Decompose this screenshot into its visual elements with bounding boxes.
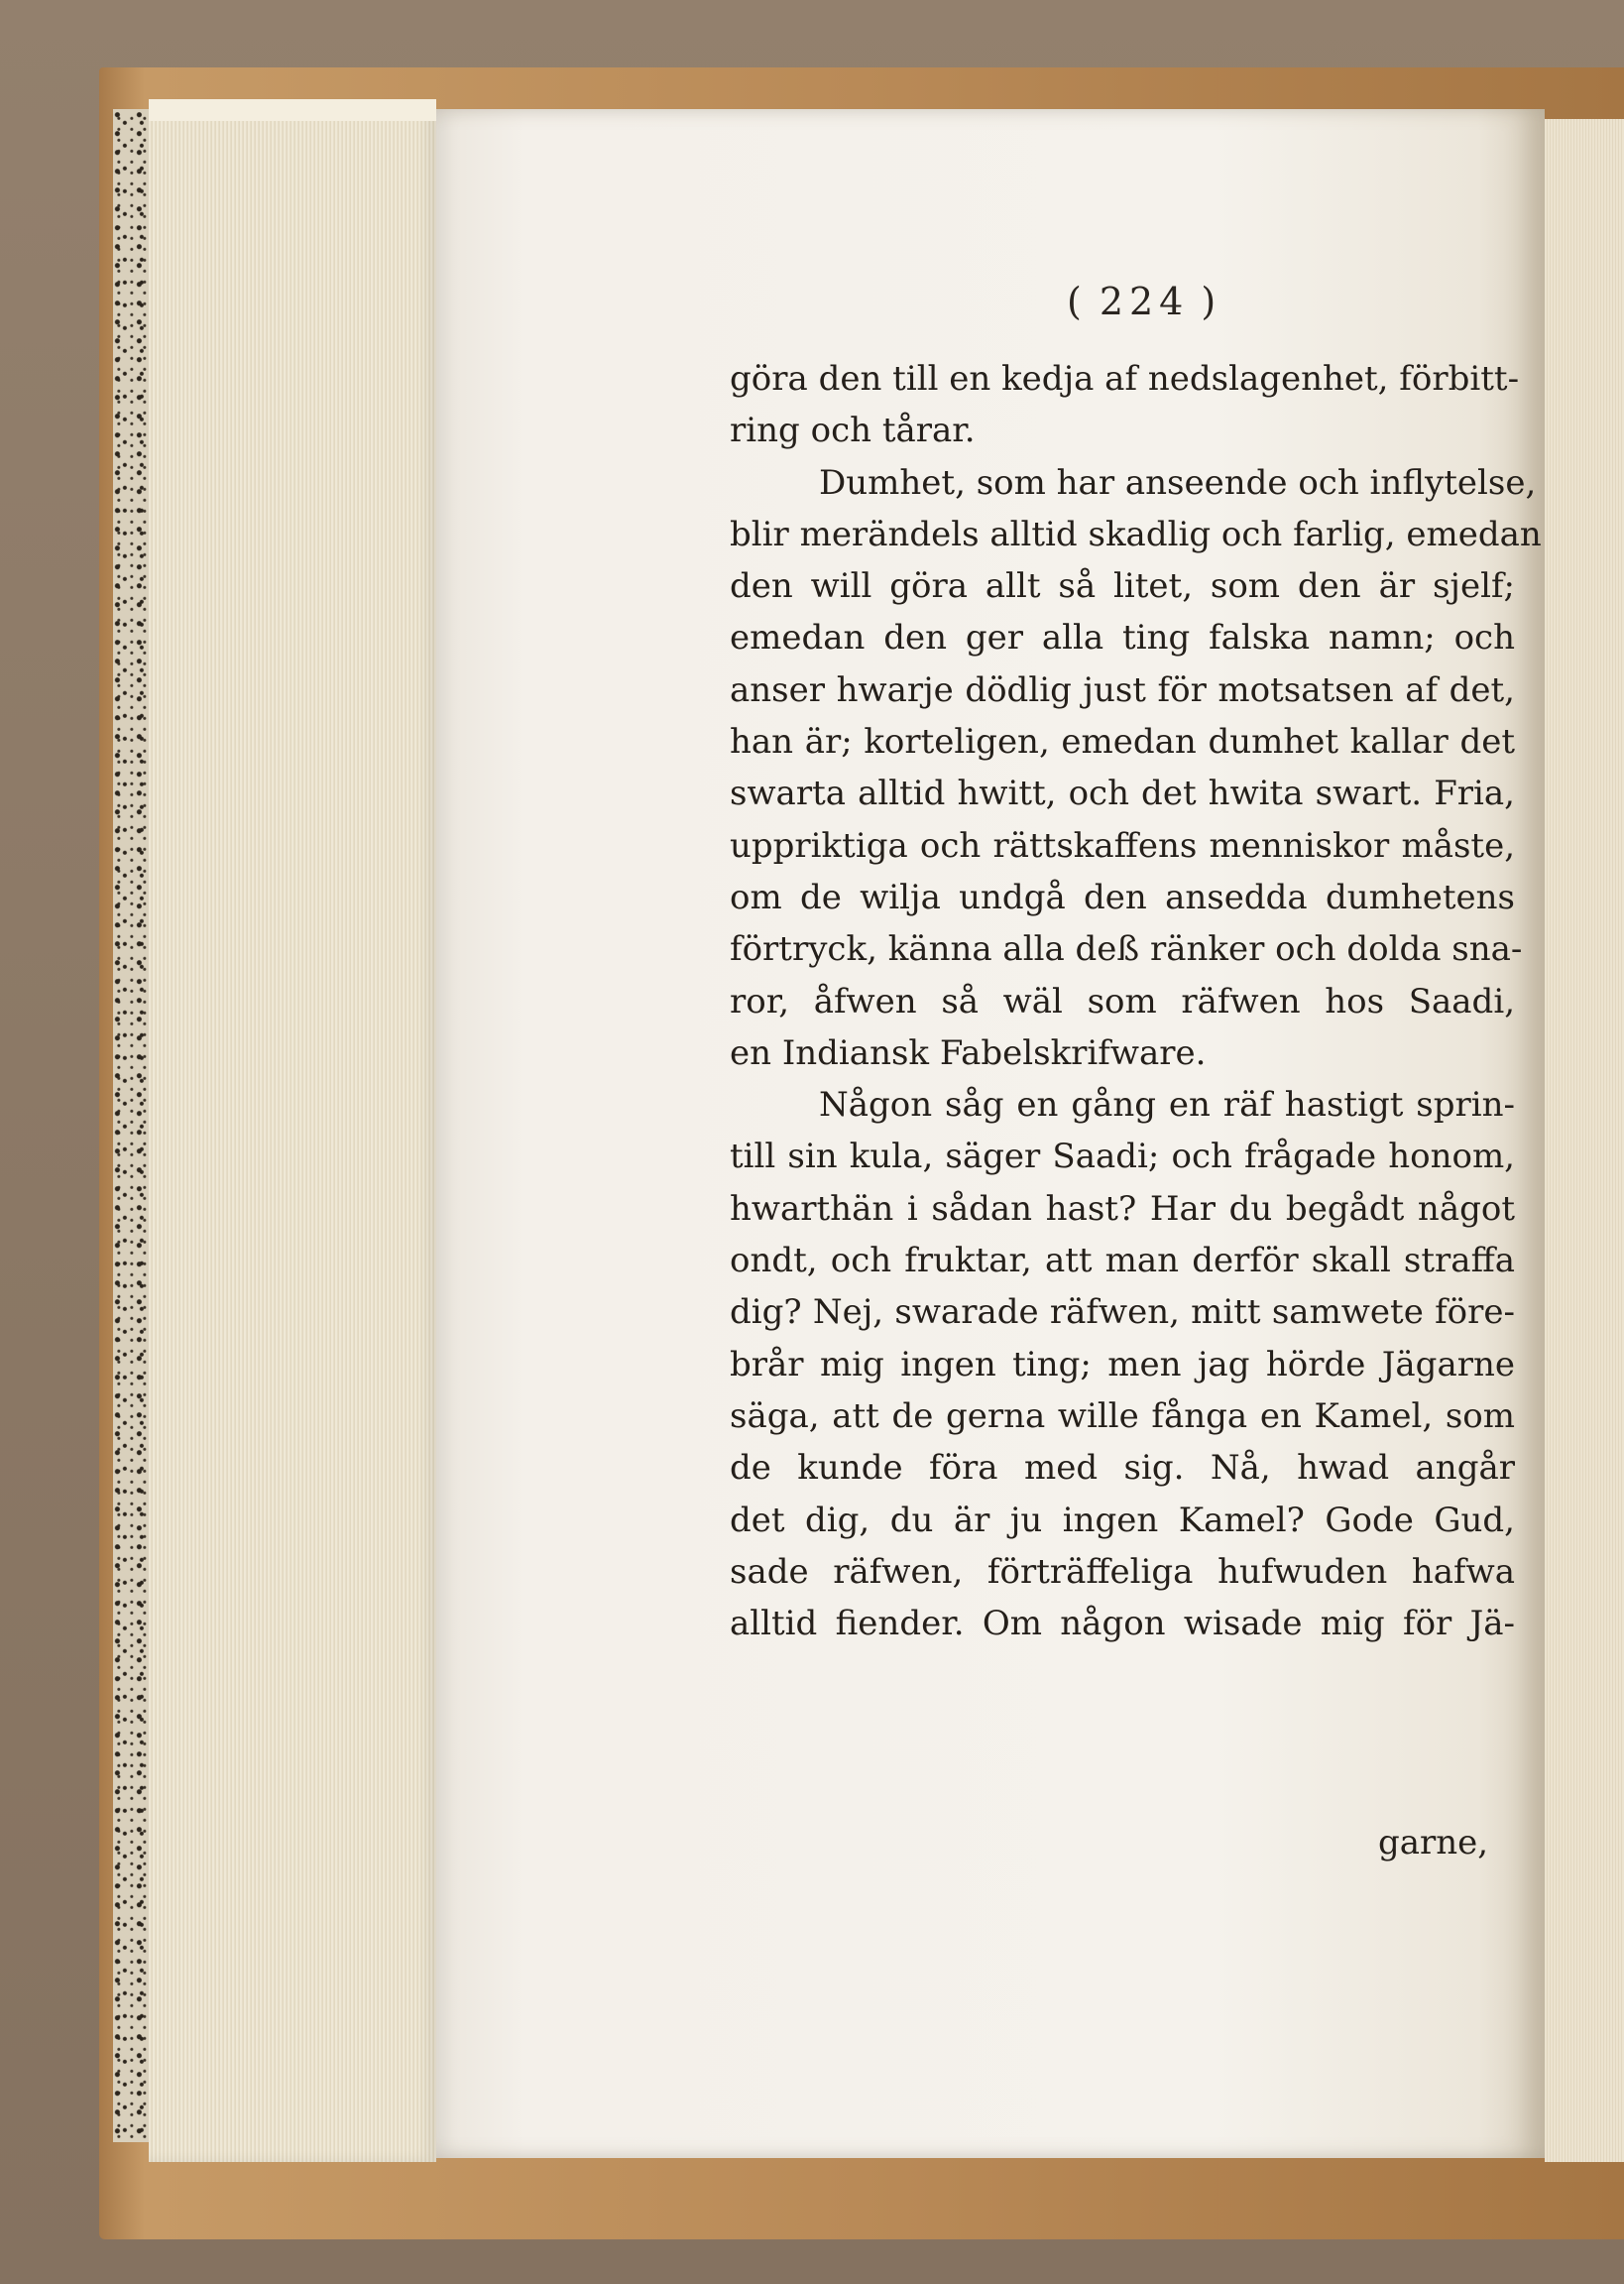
text-line: ror, åfwen så wäl som räfwen hos Saadi, bbox=[730, 981, 1515, 1022]
page-number-close-paren: ) bbox=[1201, 280, 1222, 323]
text-line: emedan den ger alla ting falska namn; och bbox=[730, 618, 1515, 659]
text-line: sade räfwen, förträffeliga hufwuden hafwa bbox=[730, 1551, 1515, 1592]
text-line: blir merändels alltid skadlig och farlig, emedan bbox=[730, 514, 1542, 554]
text-line: brår mig ingen ting; men jag hörde Jägarne bbox=[730, 1344, 1515, 1384]
page-number bbox=[1061, 280, 1259, 323]
text-line: en Indiansk Fabelskrifware. bbox=[730, 1032, 1207, 1073]
catchword: garne, bbox=[1378, 1823, 1489, 1863]
text-line: till sin kula, säger Saadi; och frågade honom, bbox=[730, 1137, 1515, 1177]
text-line: Någon såg en gång en räf hastigt sprin- bbox=[819, 1085, 1515, 1126]
page-number-open-paren: ( bbox=[1067, 280, 1088, 323]
text-line: uppriktiga och rättskaffens menniskor måste, bbox=[730, 825, 1515, 866]
text-line: han är; korteligen, emedan dumhet kallar det bbox=[730, 722, 1515, 763]
page-edges-left bbox=[149, 99, 436, 2162]
text-line: det dig, du är ju ingen Kamel? Gode Gud, bbox=[730, 1500, 1515, 1540]
text-line: om de wilja undgå den ansedda dumhetens bbox=[730, 877, 1515, 917]
text-line: ondt, och fruktar, att man derför skall straffa bbox=[730, 1241, 1515, 1281]
body-text bbox=[730, 353, 1542, 1649]
text-line: anser hwarje dödlig just för motsatsen af det, bbox=[730, 669, 1515, 710]
text-line: Dumhet, som har anseende och inflytelse, bbox=[819, 462, 1537, 503]
text-line: swarta alltid hwitt, och det hwita swart. Fria, bbox=[730, 774, 1515, 814]
page-number-value: 224 bbox=[1099, 280, 1190, 323]
text-line: säga, att de gerna wille fånga en Kamel, som bbox=[730, 1395, 1515, 1436]
text-line: de kunde föra med sig. Nå, hwad angår bbox=[730, 1448, 1515, 1489]
text-line: den will göra allt så litet, som den är sjelf; bbox=[730, 566, 1515, 607]
text-line: ring och tårar. bbox=[730, 411, 976, 451]
text-line: dig? Nej, swarade räfwen, mitt samwete före- bbox=[730, 1292, 1515, 1333]
text-line: hwarthän i sådan hast? Har du begådt något bbox=[730, 1188, 1515, 1229]
text-line: göra den till en kedja af nedslagenhet, förbitt- bbox=[730, 359, 1520, 399]
page-edges-right bbox=[1545, 119, 1624, 2162]
text-line: alltid fiender. Om någon wisade mig för Jä- bbox=[730, 1604, 1515, 1644]
text-line: förtryck, känna alla deß ränker och dolda sna- bbox=[730, 929, 1523, 970]
